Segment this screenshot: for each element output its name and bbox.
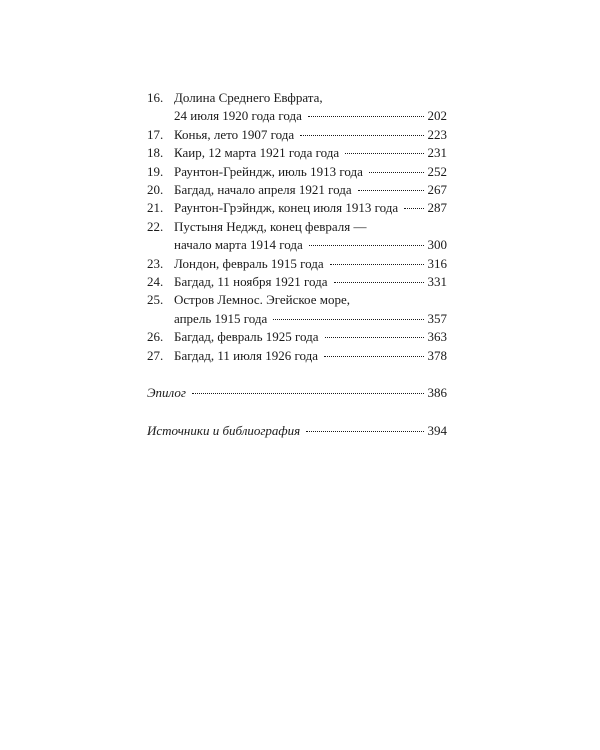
chapter-title: Долина Среднего Евфрата, (174, 90, 323, 105)
toc-entry[interactable] (147, 144, 447, 162)
chapter-number: 23. (147, 255, 164, 271)
chapter-number: 21. (147, 200, 164, 216)
dot-leader (306, 431, 423, 432)
chapter-title: Каир, 12 марта 1921 года года (174, 145, 340, 161)
chapter-number: 26. (147, 329, 164, 345)
toc-entry[interactable] (147, 218, 447, 255)
toc-entry[interactable] (147, 255, 447, 273)
section-title: Источники и библиография (147, 422, 301, 438)
dot-leader (358, 190, 424, 191)
chapter-title: Раунтон-Грэйндж, конец июля 1913 года (174, 200, 399, 216)
dot-leader (334, 282, 424, 283)
dot-leader (325, 337, 424, 338)
chapter-number: 20. (147, 182, 164, 198)
dot-leader (300, 135, 423, 136)
chapter-title-continuation: начало марта 1914 года (174, 237, 303, 253)
chapter-number: 25. (147, 292, 164, 308)
page-number: 231 (427, 145, 447, 161)
toc-entry-epilogue[interactable] (147, 384, 447, 402)
chapter-number: 17. (147, 126, 164, 142)
page-number: 394 (427, 422, 447, 438)
toc-entry[interactable] (147, 328, 447, 346)
chapter-title-continuation: 24 июля 1920 года года (174, 108, 302, 124)
page-number: 363 (427, 329, 447, 345)
toc-entry[interactable] (147, 273, 447, 291)
chapter-title: Конья, лето 1907 года (174, 126, 295, 142)
page-number: 223 (427, 126, 447, 142)
toc-entry[interactable] (147, 181, 447, 199)
chapter-number: 16. (147, 90, 164, 105)
chapter-title: Раунтон-Грейндж, июль 1913 года (174, 163, 363, 179)
page-number: 252 (427, 163, 447, 179)
dot-leader (330, 264, 424, 265)
table-of-contents (147, 89, 447, 440)
dot-leader (309, 245, 424, 246)
chapter-number: 18. (147, 145, 164, 161)
dot-leader (192, 393, 424, 394)
dot-leader (308, 116, 424, 117)
toc-entry[interactable] (147, 163, 447, 181)
dot-leader (273, 319, 423, 320)
chapter-title: Лондон, февраль 1915 года (174, 255, 324, 271)
chapter-title: Багдад, 11 июля 1926 года (174, 347, 319, 363)
chapter-title: Багдад, февраль 1925 года (174, 329, 319, 345)
toc-entry[interactable] (147, 347, 447, 365)
chapter-number: 24. (147, 274, 164, 290)
dot-leader (345, 153, 423, 154)
page-number: 287 (427, 200, 447, 216)
page-number: 267 (427, 182, 447, 198)
page-number: 316 (427, 255, 447, 271)
chapter-number: 27. (147, 347, 164, 363)
toc-entry[interactable] (147, 126, 447, 144)
page-number: 300 (427, 237, 447, 253)
toc-entry[interactable] (147, 199, 447, 217)
page-number: 357 (427, 310, 447, 326)
toc-entry[interactable] (147, 89, 447, 126)
chapter-number: 19. (147, 163, 164, 179)
section-title: Эпилог (147, 385, 186, 401)
chapter-title: Пустыня Неджд, конец февраля — (174, 218, 367, 234)
toc-entry-sources[interactable] (147, 422, 447, 440)
toc-entry[interactable] (147, 291, 447, 328)
page-number: 202 (427, 108, 447, 124)
page-number: 386 (427, 385, 447, 401)
dot-leader (324, 356, 423, 357)
chapter-title: Остров Лемнос. Эгейское море, (174, 292, 350, 308)
dot-leader (404, 208, 423, 209)
chapter-title: Багдад, начало апреля 1921 года (174, 182, 352, 198)
chapter-title-continuation: апрель 1915 года (174, 310, 268, 326)
page-number: 331 (427, 274, 447, 290)
page-number: 378 (427, 347, 447, 363)
dot-leader (369, 172, 424, 173)
chapter-title: Багдад, 11 ноября 1921 года (174, 274, 328, 290)
chapter-number: 22. (147, 218, 164, 234)
